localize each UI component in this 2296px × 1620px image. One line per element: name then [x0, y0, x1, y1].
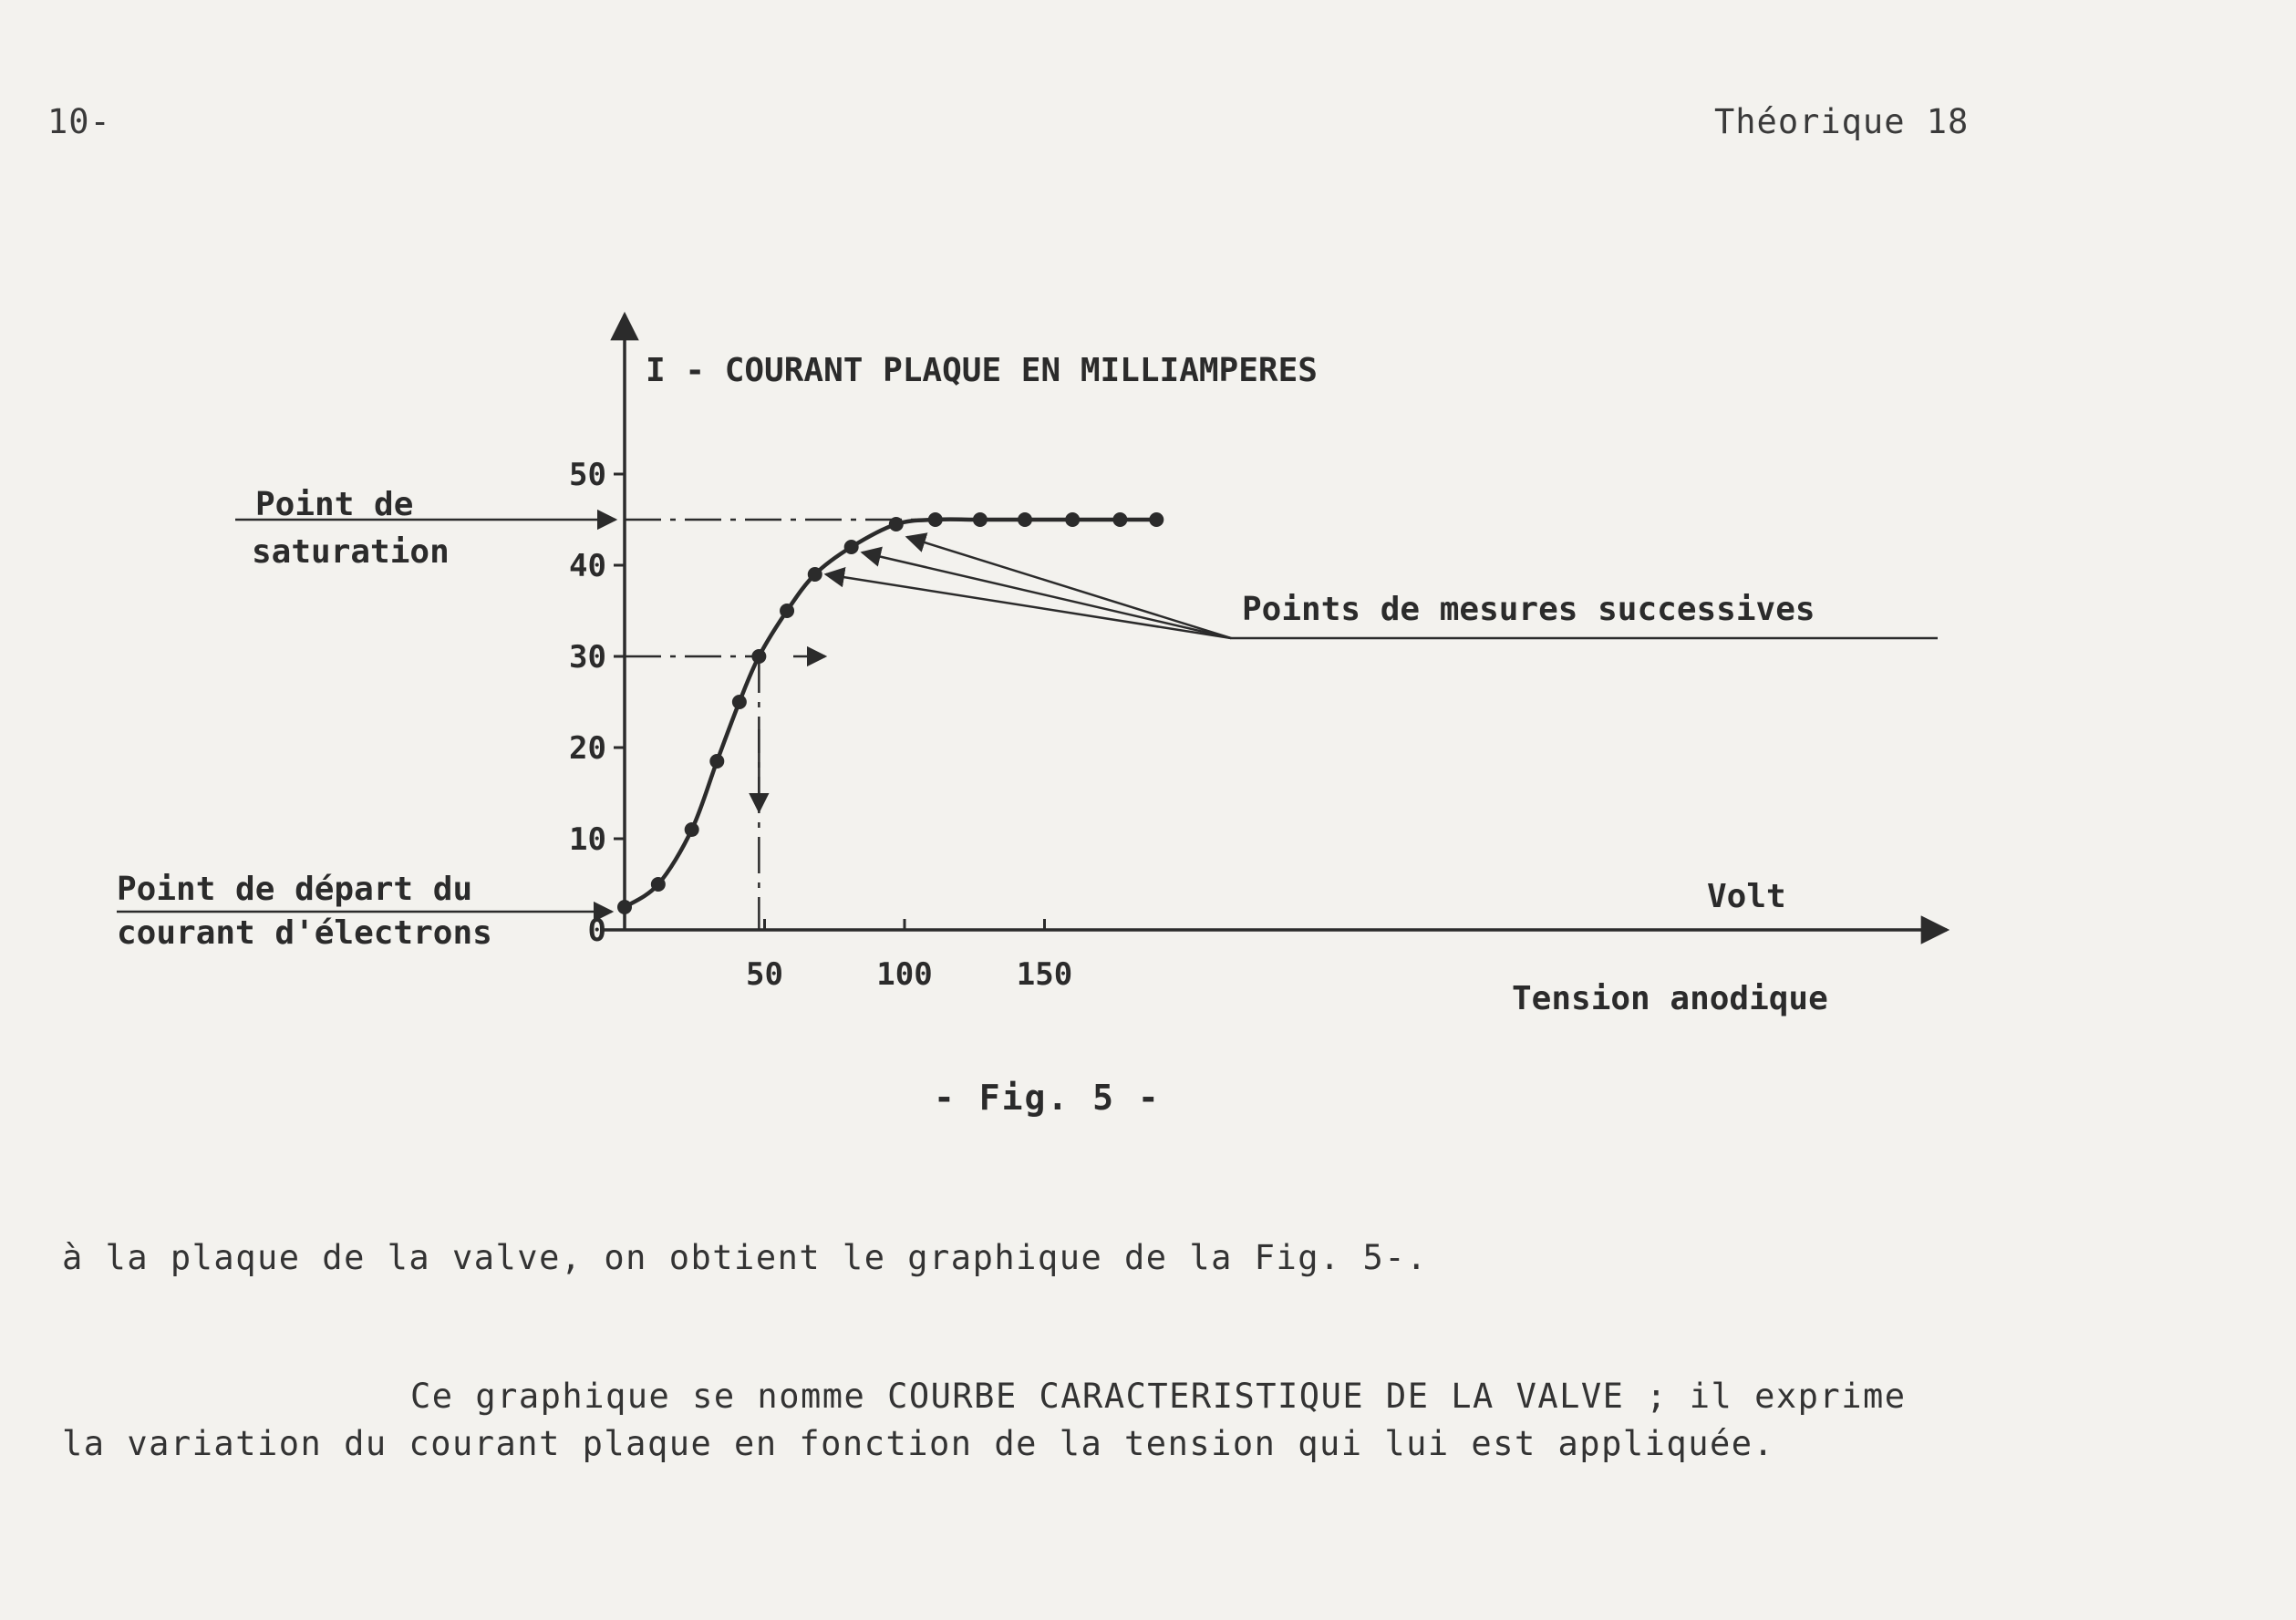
- data-point: [751, 649, 766, 664]
- data-point: [732, 695, 747, 709]
- y-tick-label: 0: [587, 913, 606, 949]
- y-tick-label: 20: [569, 730, 606, 767]
- measure-pointer-arrow: [826, 574, 1231, 638]
- body-paragraph-1: à la plaque de la valve, on obtient le graphique de la Fig. 5-.: [62, 1238, 1428, 1277]
- measure-pointer-arrow: [863, 552, 1231, 638]
- data-point: [780, 604, 794, 618]
- saturation-annotation: [235, 486, 615, 571]
- data-point: [685, 822, 699, 837]
- data-point: [808, 567, 822, 582]
- data-point: [1018, 512, 1032, 527]
- x-unit-label: Volt: [1707, 878, 1786, 915]
- data-point: [889, 517, 904, 531]
- start-label-line2: courant d'électrons: [117, 914, 492, 952]
- page-number: 10-: [47, 102, 111, 141]
- data-point: [1112, 512, 1127, 527]
- data-point: [617, 900, 632, 914]
- x-tick-label: 100: [876, 956, 933, 993]
- y-tick-label: 30: [569, 639, 606, 676]
- y-tick-label: 40: [569, 548, 606, 584]
- saturation-label-line2: saturation: [252, 533, 450, 571]
- saturation-label-line1: Point de: [255, 486, 414, 523]
- page-header-label: Théorique 18: [1714, 102, 1970, 141]
- y-axis-label: I - COURANT PLAQUE EN MILLIAMPERES: [646, 352, 1318, 389]
- x-tick-label: 150: [1016, 956, 1073, 993]
- start-annotation: [117, 871, 612, 952]
- data-point: [709, 754, 724, 769]
- measures-pointer-arrows: [826, 537, 1231, 638]
- x-tick-label: 50: [746, 956, 783, 993]
- y-tick-label: 10: [569, 821, 606, 858]
- data-point: [844, 540, 859, 554]
- data-point: [973, 512, 988, 527]
- x-axis-label: Tension anodique: [1512, 980, 1828, 1017]
- data-point: [1065, 512, 1080, 527]
- measure-pointer-arrow: [907, 537, 1231, 638]
- data-point: [928, 512, 943, 527]
- y-ticks: [569, 457, 625, 949]
- measures-label: Points de mesures successives: [1242, 591, 1815, 628]
- characteristic-curve: [625, 520, 1156, 907]
- y-tick-label: 50: [569, 457, 606, 493]
- data-point: [651, 877, 666, 892]
- measures-annotation: [826, 537, 1938, 638]
- data-point: [1149, 512, 1164, 527]
- start-label-line1: Point de départ du: [117, 871, 473, 908]
- body-paragraph-2-line-1: Ce graphique se nomme COURBE CARACTERISTIQUE DE LA VALVE ; il exprime: [410, 1377, 1907, 1416]
- body-paragraph-2-line-2: la variation du courant plaque en fonction de la tension qui lui est appliquée.: [62, 1424, 1775, 1463]
- figure-caption: - Fig. 5 -: [934, 1078, 1161, 1118]
- measurement-points: [617, 512, 1164, 914]
